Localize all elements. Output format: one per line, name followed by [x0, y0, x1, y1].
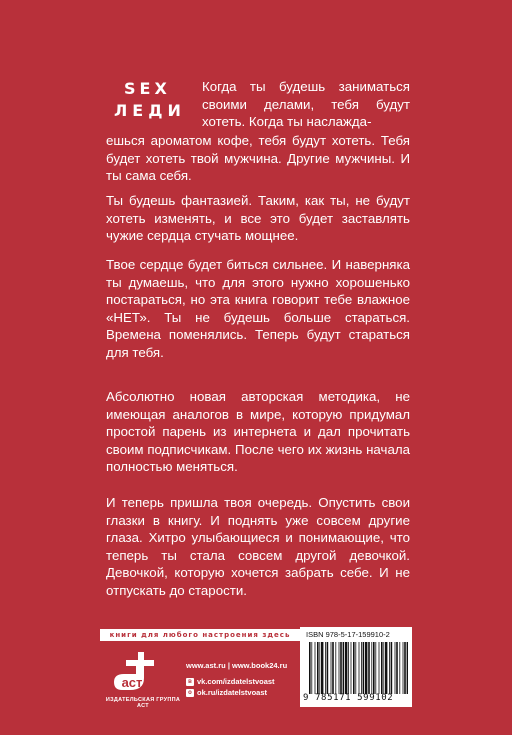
barcode-bar	[375, 642, 376, 694]
vk-link-text[interactable]: vk.com/izdatelstvoast	[197, 677, 275, 686]
barcode-bar	[355, 642, 356, 694]
paragraph-4: Абсолютно новая авторская методика, не имеющая аналогов в мире, которую придумал простой парень из интернета и дал прочитать своим подписчикам. После чего их жизнь начала полностью меняться.	[106, 389, 410, 474]
barcode-bar	[385, 642, 387, 694]
paragraph-1-head: Когда ты будешь заниматься своими делами, тебя будут хотеть. Когда ты наслажда-	[202, 79, 410, 129]
barcode-bar	[351, 642, 352, 694]
barcode-bar	[343, 642, 345, 694]
barcode-bar	[404, 642, 406, 694]
barcode-bar	[371, 642, 372, 694]
barcode-bar	[325, 642, 326, 694]
barcode-bar	[345, 642, 347, 694]
barcode-bar	[365, 642, 367, 694]
barcode-bar	[321, 642, 323, 694]
isbn-box	[300, 627, 412, 707]
barcode-number: 9 785171 599102	[303, 693, 394, 703]
website-links[interactable]: www.ast.ru | www.book24.ru	[186, 661, 288, 670]
barcode-bar	[348, 642, 349, 694]
ok-link[interactable]	[186, 688, 267, 697]
barcode-bar	[368, 642, 370, 694]
barcode-bar	[331, 642, 332, 694]
barcode-bar	[311, 642, 312, 694]
tagline-bar: книги для любого настроения здесь	[100, 629, 300, 641]
paragraph-5: И теперь пришла твоя очередь. Опустить свои глазки в книгу. И поднять уже совсем другие глаза. Хитро улыбающиеся и понимающие, что теперь ты стала совсем другой девочкой. Девочкой, которую хочется забрать себе. И не отпускать до старости.	[106, 495, 410, 598]
barcode-bar	[335, 642, 336, 694]
barcode-bar	[407, 642, 408, 694]
barcode	[308, 642, 408, 694]
paragraph-2: Ты будешь фантазией. Таким, как ты, не будут хотеть изменять, и все это будет заставлять чужие сердца стучать мощнее.	[106, 193, 410, 243]
barcode-bar	[327, 642, 329, 694]
paragraph-3: Твое сердце будет биться сильнее. И наверняка ты думаешь, что для этого нужно хорошенько постараться, но эта книга говорит тебе влажное «НЕТ». Ты не будешь больше стараться. Времена поменялись. Теперь будут стараться для тебя.	[106, 257, 410, 360]
barcode-bar	[399, 642, 400, 694]
paragraph-1-rest: ешься ароматом кофе, тебя будут хотеть. Тебя будет хотеть твой мужчина. Другие мужчины. И ты сама себя.	[106, 133, 410, 183]
barcode-bar	[340, 642, 342, 694]
barcode-bar	[383, 642, 384, 694]
vk-icon: в	[186, 678, 194, 686]
logo-line-1: SEX	[124, 79, 171, 98]
barcode-bar	[332, 642, 334, 694]
publisher-logo-mark: аст	[121, 675, 143, 690]
barcode-bar	[353, 642, 355, 694]
barcode-bar	[396, 642, 398, 694]
barcode-bar	[309, 642, 311, 694]
barcode-bar	[389, 642, 390, 694]
barcode-bar	[391, 642, 393, 694]
barcode-bar	[373, 642, 375, 694]
ok-icon: о	[186, 689, 194, 697]
barcode-bar	[379, 642, 380, 694]
barcode-bar	[363, 642, 365, 694]
publisher-name: ИЗДАТЕЛЬСКАЯ ГРУППА АСТ	[105, 697, 181, 709]
barcode-bar	[395, 642, 396, 694]
barcode-bar	[339, 642, 340, 694]
isbn-text: ISBN 978-5-17-159910-2	[306, 630, 390, 639]
barcode-bar	[361, 642, 362, 694]
barcode-bar	[315, 642, 316, 694]
barcode-bar	[381, 642, 383, 694]
vk-link[interactable]	[186, 677, 275, 686]
barcode-bar	[359, 642, 360, 694]
logo-line-2: ЛЕДИ	[114, 101, 186, 120]
publisher-logo	[108, 650, 168, 695]
barcode-bar	[319, 642, 320, 694]
barcode-bar	[403, 642, 404, 694]
barcode-bar	[317, 642, 319, 694]
ok-link-text[interactable]: ok.ru/izdatelstvoast	[197, 688, 268, 697]
book-logo	[114, 80, 202, 120]
